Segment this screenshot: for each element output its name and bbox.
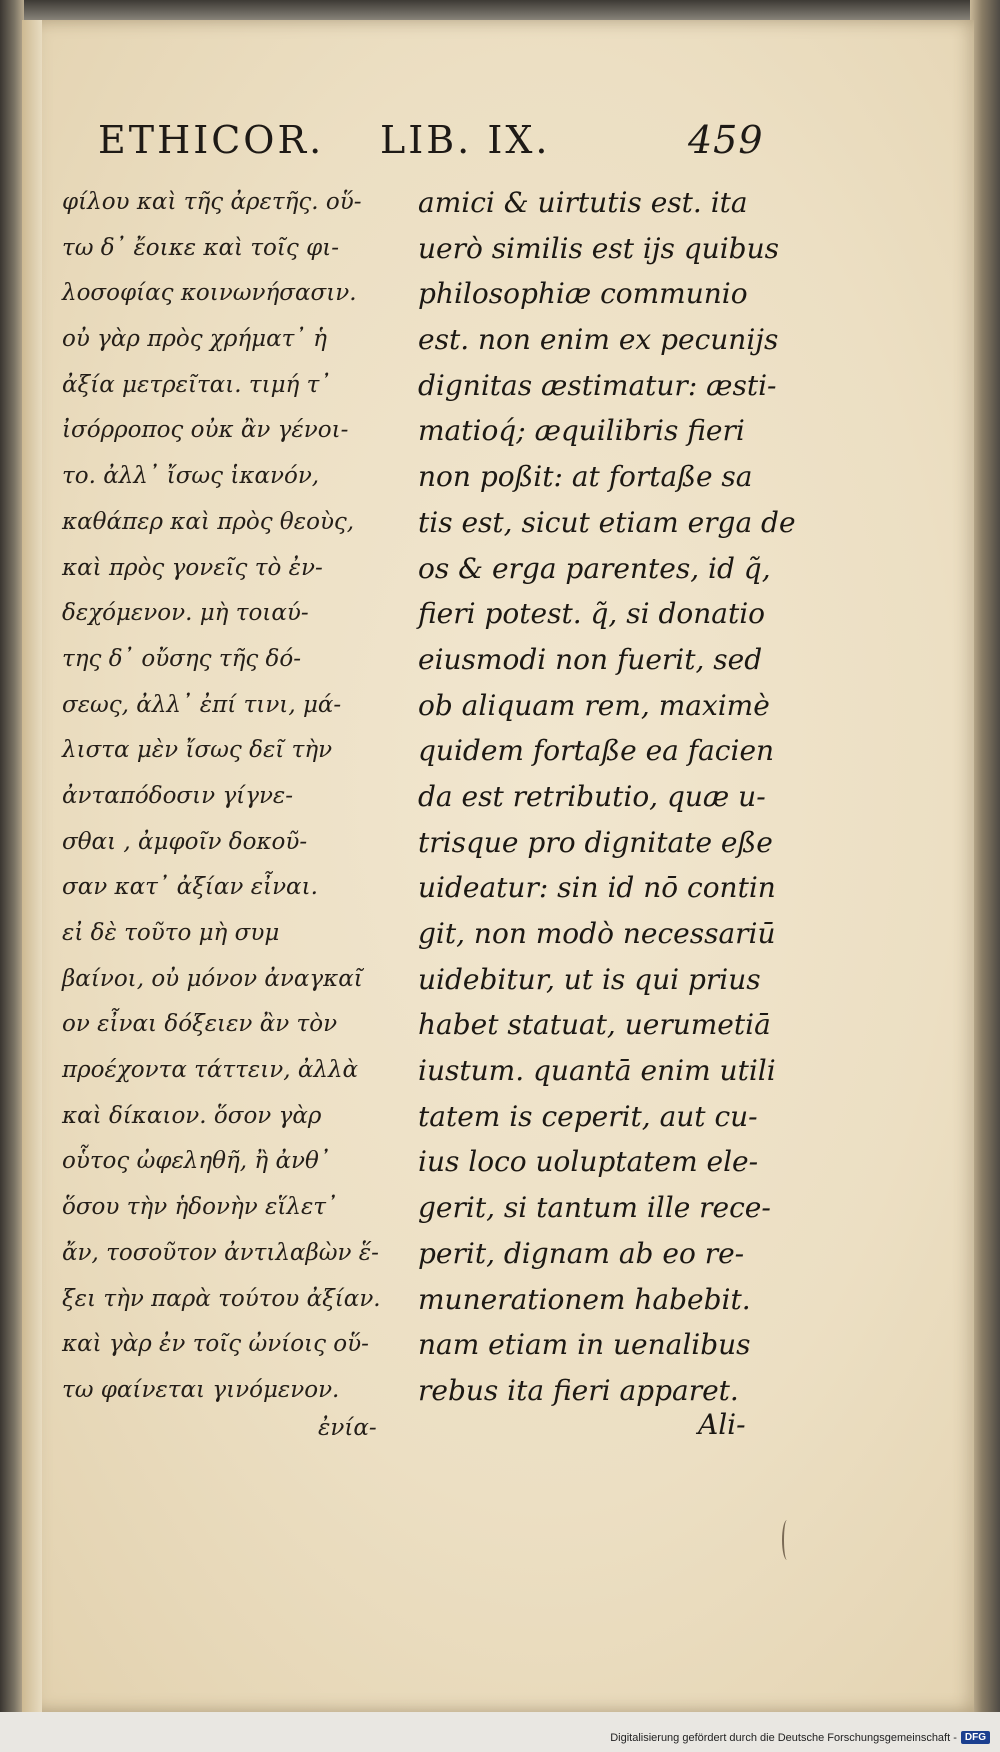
book-left-edge — [0, 0, 24, 1752]
greek-text-line: καὶ πρὸς γονεῖς τὸ ἐν- — [62, 554, 323, 581]
latin-text-line: trisque pro dignitate eße — [418, 825, 773, 859]
latin-text-line: amici & uirtutis est. ita — [418, 186, 748, 219]
greek-text-line: τω δ᾿ ἔοικε καὶ τοῖς φι- — [62, 234, 340, 261]
greek-text-line: καὶ δίκαιον. ὅσον γὰρ — [62, 1102, 322, 1129]
credit-text: Digitalisierung gefördert durch die Deutsche Forschungsgemeinschaft - — [610, 1731, 957, 1744]
greek-text-line: φίλου καὶ τῆς ἀρετῆς. οὕ- — [62, 189, 362, 215]
greek-text-line: λοσοφίας κοινωνήσασιν. — [62, 280, 357, 307]
book-top-edge — [0, 0, 1000, 22]
greek-text-line: ξει τὴν παρὰ τούτου ἀξίαν. — [62, 1285, 381, 1312]
latin-text-line: uerò similis est ijs quibus — [418, 231, 779, 265]
latin-text-line: git, non modò necessariū — [418, 917, 776, 950]
greek-text-column — [62, 180, 406, 1414]
greek-text-line: ἄν, τοσοῦτον ἀντιλαβὼν ἕ- — [62, 1239, 379, 1266]
digitization-credit — [610, 1731, 990, 1744]
latin-text-line: est. non enim ex pecunijs — [418, 323, 779, 357]
running-head — [98, 118, 764, 178]
ink-mark — [782, 1520, 792, 1560]
latin-text-line: ob aliquam rem, maximè — [418, 688, 770, 722]
latin-text-line: matioq́; æquilibris fieri — [418, 414, 745, 448]
latin-text-line: dignitas æstimatur: æsti- — [418, 368, 777, 402]
greek-text-line: οὐ γὰρ πρὸς χρήματ᾿ ἡ — [62, 326, 327, 353]
greek-text-line: καὶ γὰρ ἐν τοῖς ὠνίοις οὕ- — [62, 1331, 369, 1358]
greek-text-line: καθάπερ καὶ πρὸς θεοὺς, — [62, 508, 355, 535]
greek-text-line: το. ἀλλ᾿ ἴσως ἱκανόν, — [62, 463, 320, 490]
greek-text-line: δεχόμενον. μὴ τοιαύ- — [62, 600, 309, 627]
greek-text-line: σεως, ἀλλ᾿ ἐπί τινι, μά- — [62, 691, 342, 718]
greek-text-line: οὗτος ὠφεληθῆ, ἢ ἀνθ᾿ — [62, 1148, 331, 1175]
latin-text-line: habet statuat, uerumetiā — [418, 1008, 771, 1042]
greek-text-line: σθαι , ἀμφοῖν δοκοῦ- — [62, 828, 308, 855]
greek-text-line: βαίνοι, οὐ μόνον ἀναγκαῖ — [62, 965, 363, 992]
greek-text-line: λιστα μὲν ἴσως δεῖ τὴν — [62, 737, 333, 764]
running-head-book: LIB. IX. — [380, 118, 551, 162]
latin-text-line: ius loco uoluptatem ele- — [418, 1145, 759, 1179]
latin-text-line: uideatur: sin id nō contin — [418, 871, 776, 905]
greek-text-line: ὅσου τὴν ἡδονὴν εἵλετ᾿ — [62, 1194, 338, 1221]
latin-text-line: philosophiæ communio — [418, 277, 748, 311]
latin-text-line: quidem fortaße ea facien — [418, 734, 775, 768]
latin-text-column — [418, 180, 796, 1414]
page-number: 459 — [688, 118, 764, 162]
latin-text-line: da est retributio, quæ u- — [418, 779, 766, 813]
greek-text-line: της δ᾿ οὔσης τῆς δό- — [62, 645, 302, 672]
latin-text-line: gerit, si tantum ille rece- — [418, 1191, 771, 1225]
latin-text-line: non poßit: at fortaße sa — [418, 460, 753, 494]
gutter-shadow — [22, 20, 42, 1712]
running-head-title: ETHICOR. — [98, 118, 325, 162]
latin-catchword: Ali- — [698, 1408, 746, 1441]
latin-text-line: eiusmodi non fuerit, sed — [418, 642, 763, 676]
greek-text-line: ἀξία μετρεῖται. τιμή τ᾿ — [62, 371, 331, 398]
latin-text-line: munerationem habebit. — [418, 1282, 751, 1316]
latin-text-line: perit, dignam ab eo re- — [418, 1236, 745, 1270]
latin-text-line: os & erga parentes, id q̃, — [418, 551, 771, 585]
latin-text-line: fieri potest. q̃, si donatio — [418, 597, 766, 631]
greek-text-line: προέχοντα τάττειν, ἀλλὰ — [62, 1057, 359, 1084]
latin-text-line: iustum. quantā enim utili — [418, 1054, 776, 1088]
latin-text-line: tatem is ceperit, aut cu- — [418, 1099, 758, 1133]
greek-text-line: τω φαίνεται γινόμενον. — [62, 1376, 340, 1403]
latin-text-line: rebus ita fieri apparet. — [418, 1373, 739, 1407]
greek-text-line: ἀνταπόδοσιν γίγνε- — [62, 782, 294, 809]
dfg-logo: DFG — [961, 1731, 990, 1744]
book-right-edge — [970, 0, 1000, 1752]
book-page — [22, 20, 974, 1712]
greek-text-line: σαν κατ᾿ ἀξίαν εἶναι. — [62, 874, 318, 901]
greek-text-line: ἰσόρροπος οὐκ ἂν γένοι- — [62, 417, 349, 444]
greek-text-line: εἰ δὲ τοῦτο μὴ συμ — [62, 920, 280, 946]
latin-text-line: nam etiam in uenalibus — [418, 1328, 751, 1362]
latin-text-line: tis est, sicut etiam erga de — [418, 505, 796, 539]
latin-text-line: uidebitur, ut is qui prius — [418, 962, 761, 996]
greek-catchword: ἐνία- — [318, 1415, 377, 1441]
greek-text-line: ον εἶναι δόξειεν ἂν τὸν — [62, 1011, 338, 1038]
